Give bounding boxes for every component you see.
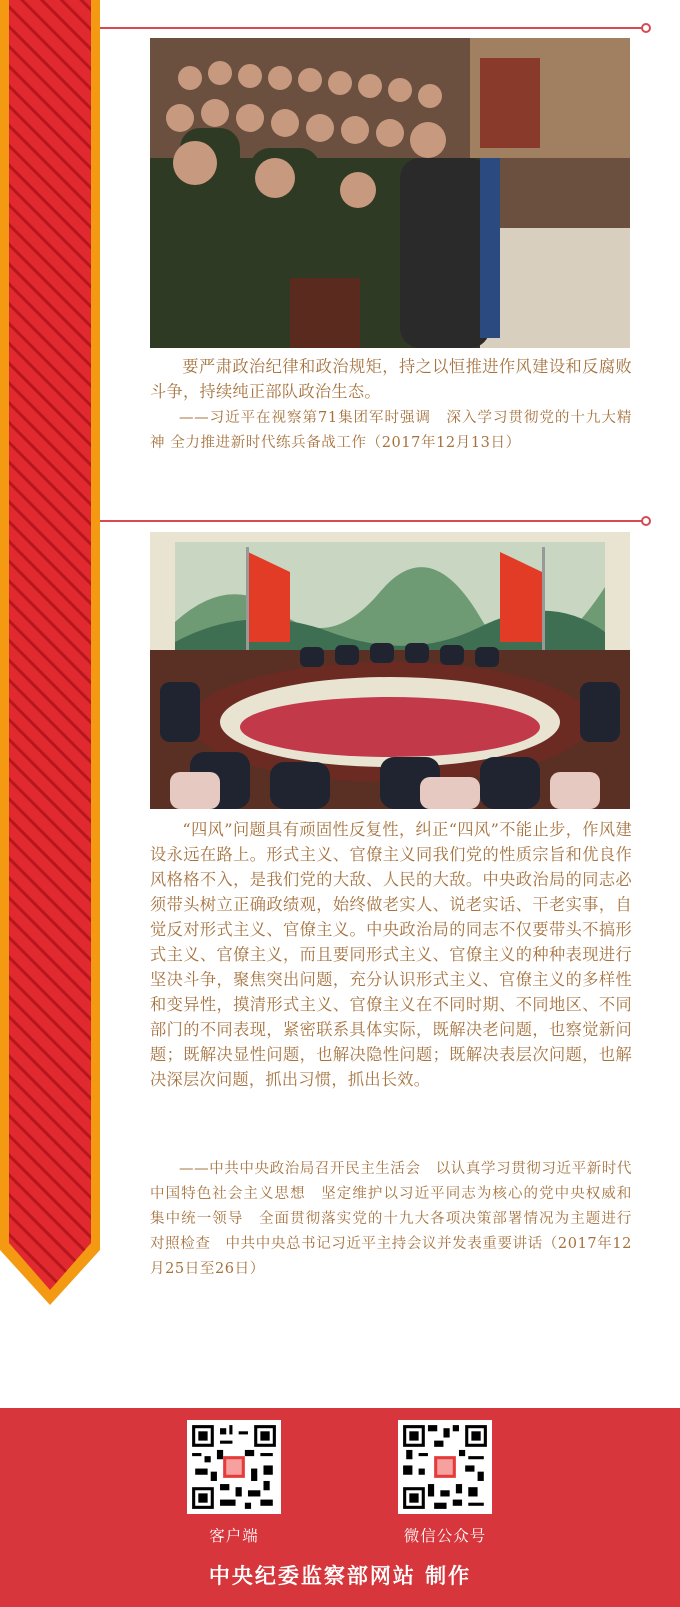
- quote-text: “四风”问题具有顽固性反复性，纠正“四风”不能止步，作风建设永远在路上。形式主义、官僚主义同我们党的性质宗旨和优良作风格格不入，是我们党的大敌、人民的大敌。中央政治局的同志必须带头树立正确政绩观，始终做老实人、说老实话、干老实事，自觉反对形式主义、官僚主义。中央政治局的同志不仅要带头不搞形式主义、官僚主义，而且要同形式主义、官僚主义的种种表现进行坚决斗争，聚焦突出问题，充分认识形式主义、官僚主义的多样性和变异性，摸清形式主义、官僚主义在不同时期、不同地区、不同部门的不同表现，紧密联系具体实际，既解决老问题，也察觉新问题；既解决显性问题，也解决隐性问题；既解决表层次问题，也解决深层次问题，抓出习惯，抓出长效。: [150, 820, 632, 1089]
- decorative-ribbon: [0, 0, 100, 1310]
- qr-wechat[interactable]: [398, 1420, 492, 1546]
- qr-code-icon: [187, 1420, 281, 1514]
- qr-code-icon: [398, 1420, 492, 1514]
- photo-politburo-meeting: [150, 532, 630, 809]
- qr-client-label: 客户端: [209, 1527, 259, 1545]
- quote-text: 要严肃政治纪律和政治规矩，持之以恒推进作风建设和反腐败斗争，持续纯正部队政治生态。: [150, 357, 632, 401]
- quote-source: ——习近平在视察第71集团军时强调 深入学习贯彻党的十九大精神 全力推进新时代练兵备战工作（2017年12月13日）: [150, 410, 632, 451]
- qr-client[interactable]: [187, 1420, 281, 1546]
- qr-wechat-label: 微信公众号: [403, 1527, 487, 1545]
- quote-source: ——中共中央政治局召开民主生活会 以认真学习贯彻习近平新时代中国特色社会主义思想 坚定维护以习近平同志为核心的党中央权威和集中统一领导 全面贯彻落实党的十九大各项决策部署情况为主题进行对照检查 中共中央总书记习近平主持会议并发表重要讲话（2017年12月25日至26日）: [150, 1161, 632, 1277]
- section-divider: [100, 27, 642, 29]
- site-credit: 中央纪委监察部网站 制作: [208, 1564, 472, 1588]
- footer: [0, 1408, 680, 1607]
- section-divider: [100, 520, 642, 522]
- photo-inspection-handshake: [150, 38, 630, 348]
